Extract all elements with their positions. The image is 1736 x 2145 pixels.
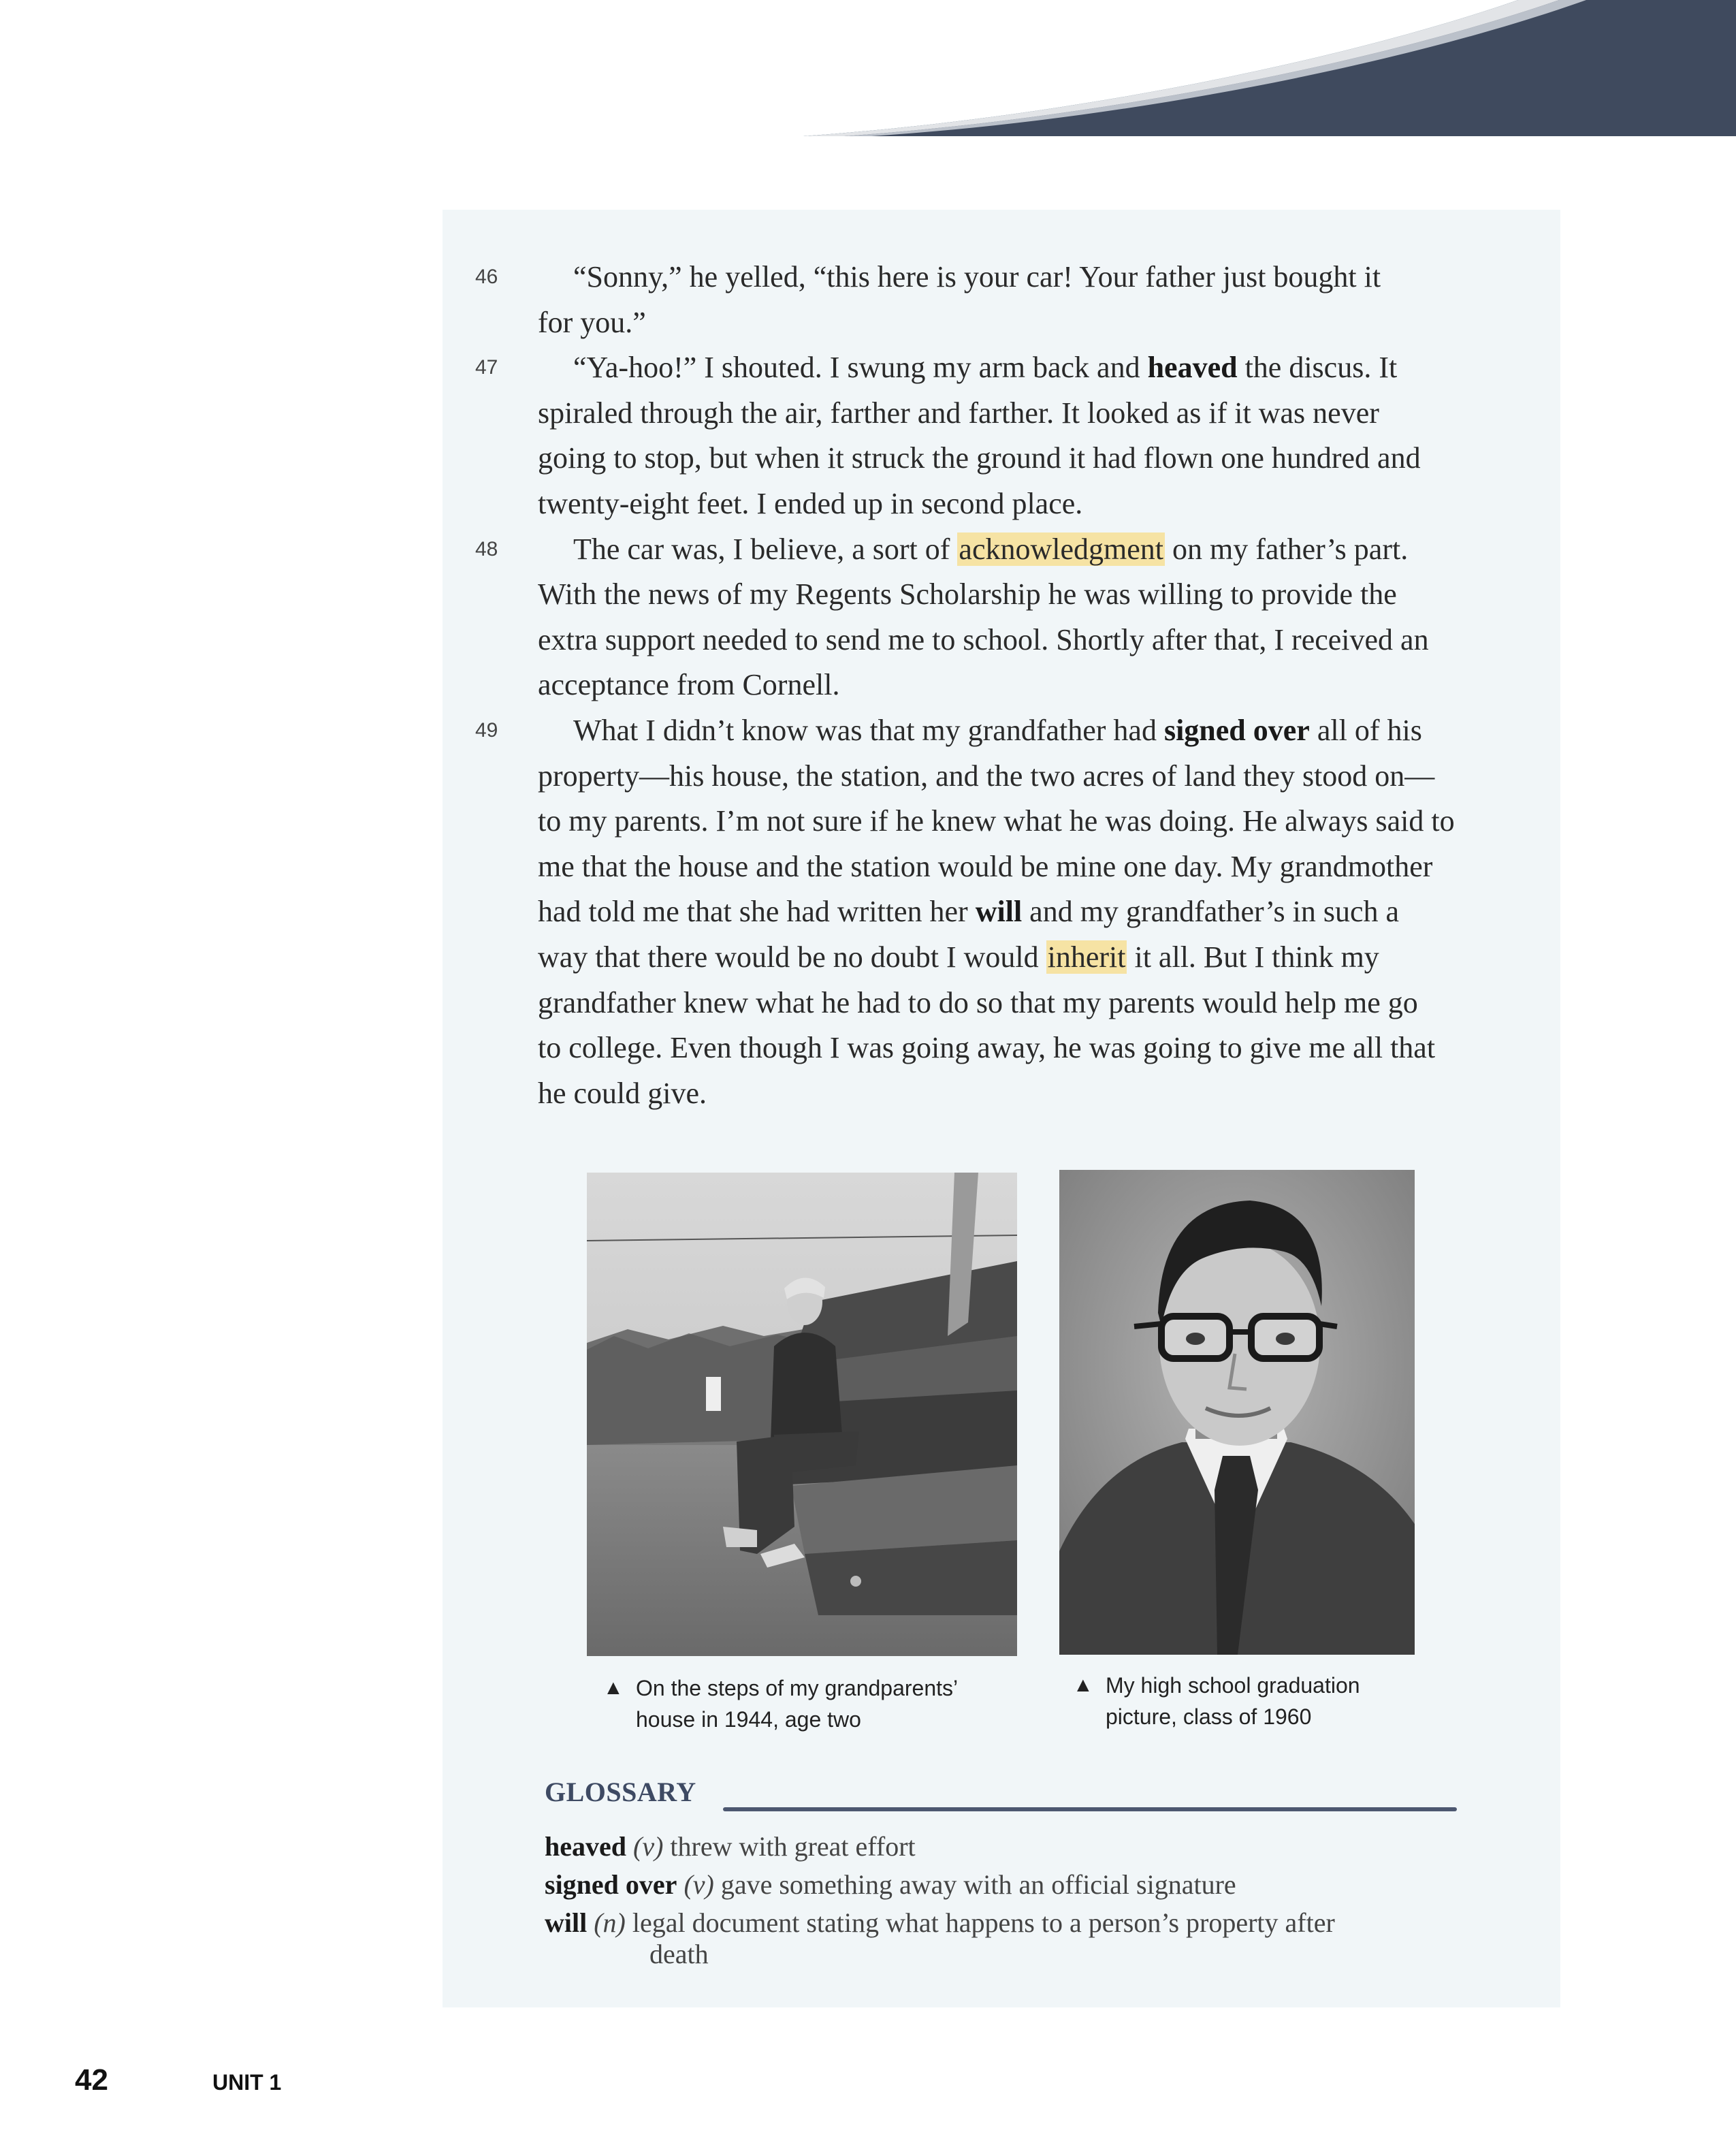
glossary-rule xyxy=(723,1807,1457,1811)
text-line xyxy=(538,844,1432,889)
text-run: it all. But I think my xyxy=(1127,940,1379,974)
vocab-bold-term: heaved xyxy=(1147,351,1238,385)
vocab-highlight-term: acknowledgment xyxy=(959,532,1163,566)
text-run: he could give. xyxy=(538,1076,707,1110)
photo-child-on-steps xyxy=(587,1173,1017,1656)
caption-left-line-2: house in 1944, age two xyxy=(636,1707,861,1732)
caption-marker-icon: ▲ xyxy=(603,1677,624,1699)
text-run: What I didn’t know was that my grandfather had xyxy=(573,714,1164,747)
text-run: all of his xyxy=(1309,714,1422,747)
text-line xyxy=(538,1071,707,1116)
paragraph-number: 49 xyxy=(475,719,498,742)
text-run: to my parents. I’m not sure if he knew what he was doing. He always said to xyxy=(538,804,1455,838)
vocab-bold-term: signed over xyxy=(1163,714,1310,747)
reading-panel xyxy=(443,210,1560,2007)
text-run: grandfather knew what he had to do so that my parents would help me go xyxy=(538,985,1418,1019)
text-line xyxy=(538,799,1455,844)
text-run: extra support needed to send me to school. Shortly after that, I received an xyxy=(538,622,1429,656)
glossary-part-of-speech: (n) xyxy=(594,1907,626,1938)
glossary-entry xyxy=(545,1866,1236,1904)
vocab-highlight-term: inherit xyxy=(1047,940,1126,974)
glossary-part-of-speech: (v) xyxy=(633,1831,664,1862)
photo-graduation-portrait xyxy=(1059,1170,1415,1655)
vocab-bold-term: will xyxy=(975,895,1023,929)
paragraph-number: 46 xyxy=(475,266,498,288)
text-line xyxy=(538,663,839,708)
text-run: way that there would be no doubt I would xyxy=(538,940,1046,974)
text-line xyxy=(538,889,1399,934)
paragraph-number: 48 xyxy=(475,537,498,560)
text-line xyxy=(538,572,1397,617)
glossary-term: will xyxy=(545,1907,588,1938)
page-number: 42 xyxy=(75,2063,108,2097)
text-run: The car was, I believe, a sort of xyxy=(573,532,958,566)
text-run: acceptance from Cornell. xyxy=(538,668,840,702)
glossary-definition: threw with great effort xyxy=(670,1831,916,1862)
glossary-part-of-speech: (v) xyxy=(684,1869,714,1900)
glossary-term: signed over xyxy=(545,1869,677,1900)
caption-left-line-1: On the steps of my grandparents’ xyxy=(636,1676,959,1700)
paragraph-number: 47 xyxy=(475,356,498,379)
text-run: the discus. It xyxy=(1237,351,1398,385)
text-line xyxy=(538,481,1082,526)
glossary-definition: gave something away with an official signature xyxy=(720,1869,1236,1900)
text-run: for you.” xyxy=(538,305,646,339)
text-run: “Ya-hoo!” I shouted. I swung my arm back and xyxy=(573,351,1148,385)
text-line xyxy=(573,255,1381,300)
header-banner xyxy=(0,0,1736,136)
text-line xyxy=(573,345,1397,390)
caption-right xyxy=(1073,1670,1413,1735)
caption-left xyxy=(603,1672,1012,1738)
text-run: me that the house and the station would be mine one day. My grandmother xyxy=(538,849,1433,883)
text-line xyxy=(538,935,1379,980)
glossary-definition: legal document stating what happens to a person’s property after xyxy=(632,1907,1335,1938)
glossary-heading: GLOSSARY xyxy=(545,1777,696,1807)
glossary-term: heaved xyxy=(545,1831,626,1862)
text-line xyxy=(538,391,1379,436)
text-run: property—his house, the station, and the two acres of land they stood on— xyxy=(538,759,1435,793)
text-line xyxy=(538,1026,1435,1070)
text-run: had told me that she had written her xyxy=(538,895,976,929)
text-run: spiraled through the air, farther and farther. It looked as if it was never xyxy=(538,396,1379,430)
caption-right-line-2: picture, class of 1960 xyxy=(1106,1704,1312,1729)
caption-marker-icon: ▲ xyxy=(1073,1674,1093,1696)
glossary-definition: death xyxy=(649,1939,709,1969)
text-line xyxy=(538,300,646,345)
text-line xyxy=(538,981,1418,1026)
caption-right-line-1: My high school graduation xyxy=(1106,1673,1360,1698)
text-line xyxy=(538,436,1421,481)
text-run: twenty-eight feet. I ended up in second place. xyxy=(538,487,1083,520)
glossary-entry xyxy=(545,1828,916,1866)
text-run: With the news of my Regents Scholarship he was willing to provide the xyxy=(538,577,1397,611)
glossary-entry-continuation xyxy=(649,1935,709,1973)
text-line xyxy=(573,708,1422,753)
text-run: on my father’s part. xyxy=(1165,532,1409,566)
text-line xyxy=(538,754,1434,799)
text-run: “Sonny,” he yelled, “this here is your car! Your father just bought it xyxy=(573,260,1381,293)
text-line xyxy=(573,527,1408,572)
text-run: to college. Even though I was going away, he was going to give me all that xyxy=(538,1031,1436,1065)
text-run: and my grandfather’s in such a xyxy=(1022,895,1400,929)
text-line xyxy=(538,618,1429,663)
section-title: ENGAGE WITH READING xyxy=(83,46,582,91)
text-run: going to stop, but when it struck the ground it had flown one hundred and xyxy=(538,441,1421,475)
unit-label: UNIT 1 xyxy=(212,2070,282,2095)
